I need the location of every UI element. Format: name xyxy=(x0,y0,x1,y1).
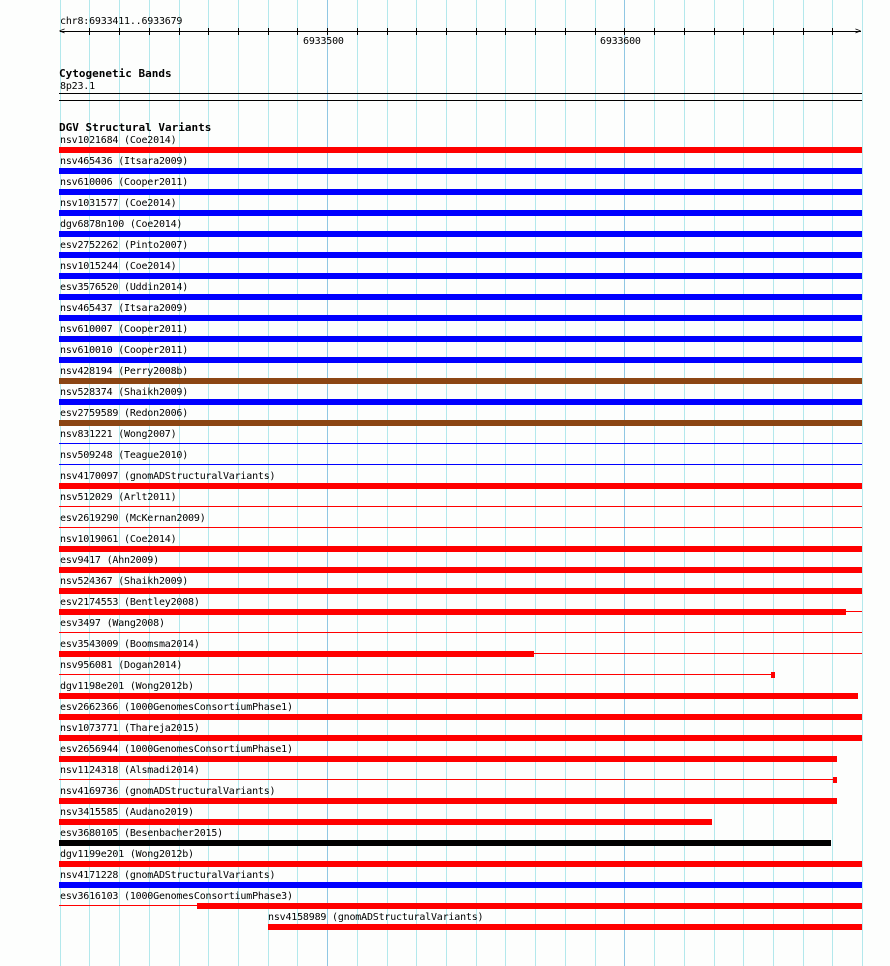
ruler-tick xyxy=(446,28,447,35)
feature-label[interactable]: nsv1124318 (Alsmadi2014) xyxy=(60,765,200,776)
ruler-tick xyxy=(714,28,715,35)
feature-connector-line[interactable] xyxy=(59,905,197,906)
feature-bar[interactable] xyxy=(59,588,862,594)
feature-bar[interactable] xyxy=(59,483,862,489)
feature-bar[interactable] xyxy=(59,210,862,216)
feature-bar[interactable] xyxy=(59,609,846,615)
feature-bar[interactable] xyxy=(59,882,862,888)
feature-connector-line[interactable] xyxy=(59,527,862,528)
ruler-tick xyxy=(505,28,506,35)
feature-label[interactable]: esv2759589 (Redon2006) xyxy=(60,408,189,419)
feature-bar[interactable] xyxy=(59,714,862,720)
cytoband-label[interactable]: 8p23.1 xyxy=(60,81,95,92)
feature-bar[interactable] xyxy=(59,168,862,174)
feature-bar[interactable] xyxy=(268,924,862,930)
feature-bar[interactable] xyxy=(59,231,862,237)
feature-label[interactable]: nsv1019061 (Coe2014) xyxy=(60,534,177,545)
cytoband-bar[interactable] xyxy=(59,93,862,94)
feature-label[interactable]: esv3616103 (1000GenomesConsortiumPhase3) xyxy=(60,891,293,902)
ruler-tick xyxy=(773,28,774,35)
feature-label[interactable]: nsv512029 (Arlt2011) xyxy=(60,492,177,503)
feature-label[interactable]: esv2619290 (McKernan2009) xyxy=(60,513,206,524)
ruler-tick xyxy=(624,28,625,35)
ruler-tick xyxy=(476,28,477,35)
ruler-tick xyxy=(149,28,150,35)
ruler-tick xyxy=(535,28,536,35)
feature-bar[interactable] xyxy=(59,693,858,699)
grid-line xyxy=(862,0,863,966)
ruler-tick xyxy=(654,28,655,35)
feature-bar[interactable] xyxy=(59,189,862,195)
feature-label[interactable]: esv2656944 (1000GenomesConsortiumPhase1) xyxy=(60,744,293,755)
ruler-tick xyxy=(268,28,269,35)
ruler-tick xyxy=(238,28,239,35)
feature-label[interactable]: nsv1031577 (Coe2014) xyxy=(60,198,177,209)
ruler-axis xyxy=(60,31,861,32)
feature-label[interactable]: nsv610006 (Cooper2011) xyxy=(60,177,189,188)
feature-bar[interactable] xyxy=(59,735,862,741)
feature-label[interactable]: nsv528374 (Shaikh2009) xyxy=(60,387,189,398)
feature-label[interactable]: nsv610010 (Cooper2011) xyxy=(60,345,189,356)
feature-bar[interactable] xyxy=(59,546,862,552)
feature-bar[interactable] xyxy=(59,819,712,825)
feature-label[interactable]: nsv465436 (Itsara2009) xyxy=(60,156,189,167)
feature-label[interactable]: nsv465437 (Itsara2009) xyxy=(60,303,189,314)
feature-connector-line[interactable] xyxy=(59,443,862,444)
feature-label[interactable]: nsv4158989 (gnomADStructuralVariants) xyxy=(268,912,484,923)
feature-label[interactable]: dgv1199e201 (Wong2012b) xyxy=(60,849,194,860)
feature-label[interactable]: nsv956081 (Dogan2014) xyxy=(60,660,183,671)
feature-bar[interactable] xyxy=(59,840,831,846)
track-title: DGV Structural Variants xyxy=(59,121,212,134)
location-label: chr8:6933411..6933679 xyxy=(60,16,183,27)
feature-bar[interactable] xyxy=(59,315,862,321)
feature-label[interactable]: esv3543009 (Boomsma2014) xyxy=(60,639,200,650)
feature-label[interactable]: esv2662366 (1000GenomesConsortiumPhase1) xyxy=(60,702,293,713)
feature-label[interactable]: dgv1198e201 (Wong2012b) xyxy=(60,681,194,692)
feature-label[interactable]: esv3576520 (Uddin2014) xyxy=(60,282,189,293)
feature-label[interactable]: esv2174553 (Bentley2008) xyxy=(60,597,200,608)
ruler-tick xyxy=(357,28,358,35)
feature-bar[interactable] xyxy=(59,756,837,762)
feature-bar[interactable] xyxy=(59,861,862,867)
feature-bar[interactable] xyxy=(59,273,862,279)
ruler-tick xyxy=(416,28,417,35)
ruler-tick xyxy=(684,28,685,35)
feature-label[interactable]: nsv610007 (Cooper2011) xyxy=(60,324,189,335)
feature-connector-line[interactable] xyxy=(59,779,833,780)
track-divider xyxy=(59,100,862,101)
feature-bar[interactable] xyxy=(833,777,837,783)
ruler-tick xyxy=(327,28,328,35)
feature-bar[interactable] xyxy=(59,378,862,384)
ruler-tick xyxy=(565,28,566,35)
feature-label[interactable]: esv3497 (Wang2008) xyxy=(60,618,165,629)
feature-bar[interactable] xyxy=(59,336,862,342)
feature-label[interactable]: nsv524367 (Shaikh2009) xyxy=(60,576,189,587)
feature-label[interactable]: esv9417 (Ahn2009) xyxy=(60,555,159,566)
feature-label[interactable]: nsv4169736 (gnomADStructuralVariants) xyxy=(60,786,276,797)
feature-connector-line[interactable] xyxy=(846,611,862,612)
scroll-right-arrow-icon[interactable]: > xyxy=(855,26,862,37)
ruler-tick xyxy=(297,28,298,35)
feature-label[interactable]: nsv4171228 (gnomADStructuralVariants) xyxy=(60,870,276,881)
feature-label[interactable]: nsv4170097 (gnomADStructuralVariants) xyxy=(60,471,276,482)
ruler-tick xyxy=(387,28,388,35)
feature-bar[interactable] xyxy=(59,252,862,258)
ruler-tick xyxy=(832,28,833,35)
feature-label[interactable]: esv2752262 (Pinto2007) xyxy=(60,240,189,251)
track-title: Cytogenetic Bands xyxy=(59,67,172,80)
feature-connector-line[interactable] xyxy=(534,653,862,654)
feature-connector-line[interactable] xyxy=(59,464,862,465)
feature-connector-line[interactable] xyxy=(59,506,862,507)
feature-label[interactable]: nsv509248 (Teague2010) xyxy=(60,450,189,461)
ruler-tick xyxy=(743,28,744,35)
feature-label[interactable]: nsv831221 (Wong2007) xyxy=(60,429,177,440)
feature-bar[interactable] xyxy=(197,903,862,909)
feature-label[interactable]: esv3680105 (Besenbacher2015) xyxy=(60,828,223,839)
feature-bar[interactable] xyxy=(59,798,837,804)
feature-label[interactable]: nsv1021684 (Coe2014) xyxy=(60,135,177,146)
feature-label[interactable]: nsv1015244 (Coe2014) xyxy=(60,261,177,272)
feature-bar[interactable] xyxy=(59,357,862,363)
feature-connector-line[interactable] xyxy=(59,674,771,675)
ruler-tick xyxy=(208,28,209,35)
ruler-tick-label: 6933600 xyxy=(600,36,641,47)
ruler-tick xyxy=(89,28,90,35)
feature-bar[interactable] xyxy=(59,420,862,426)
ruler-tick-label: 6933500 xyxy=(303,36,344,47)
feature-label[interactable]: nsv3415585 (Audano2019) xyxy=(60,807,194,818)
ruler-tick xyxy=(119,28,120,35)
scroll-left-arrow-icon[interactable]: < xyxy=(59,26,66,37)
ruler-tick xyxy=(595,28,596,35)
feature-bar[interactable] xyxy=(59,294,862,300)
ruler-tick xyxy=(803,28,804,35)
feature-bar[interactable] xyxy=(59,651,534,657)
ruler-tick xyxy=(179,28,180,35)
feature-label[interactable]: nsv428194 (Perry2008b) xyxy=(60,366,189,377)
feature-connector-line[interactable] xyxy=(59,632,862,633)
feature-bar[interactable] xyxy=(59,567,862,573)
feature-bar[interactable] xyxy=(771,672,775,678)
feature-bar[interactable] xyxy=(59,147,862,153)
feature-label[interactable]: nsv1073771 (Thareja2015) xyxy=(60,723,200,734)
feature-bar[interactable] xyxy=(59,399,862,405)
feature-label[interactable]: dgv6878n100 (Coe2014) xyxy=(60,219,183,230)
